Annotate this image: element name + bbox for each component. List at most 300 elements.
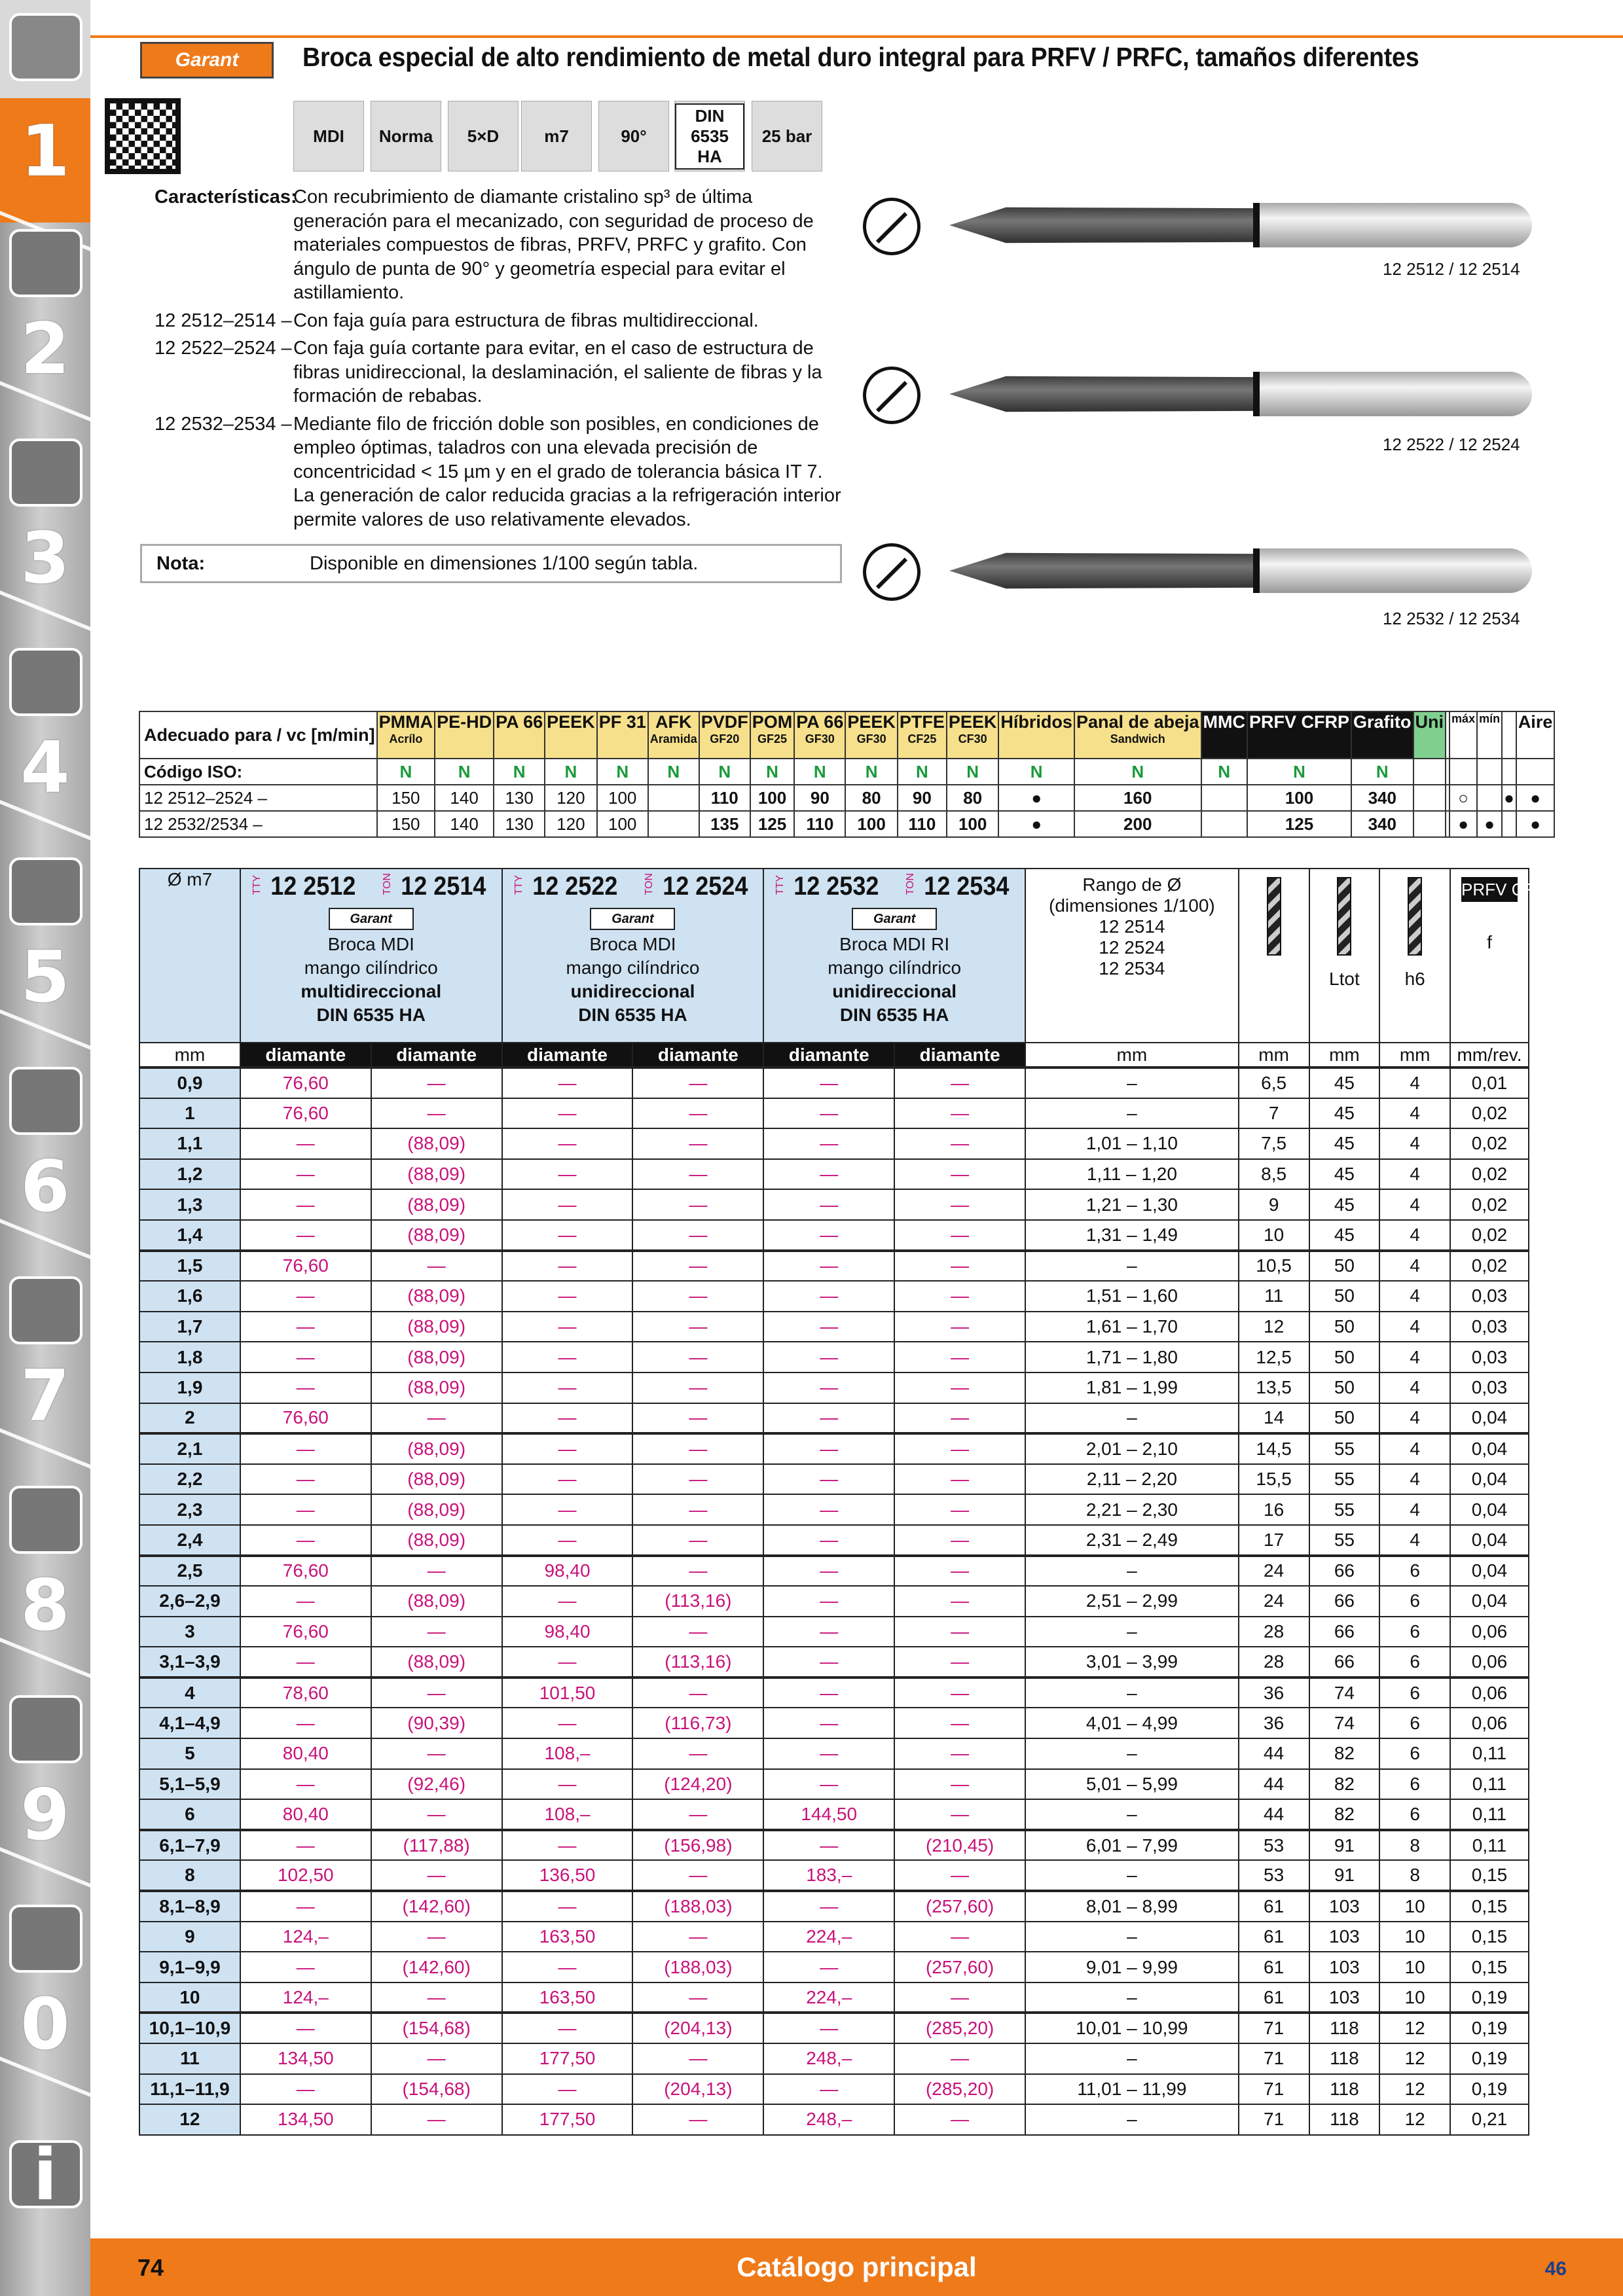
price-cell[interactable]: — (632, 1464, 763, 1495)
price-cell[interactable]: — (240, 1586, 371, 1617)
price-cell[interactable]: — (763, 1830, 894, 1861)
price-cell[interactable]: (154,68) (371, 2074, 502, 2105)
shank-h6-icon (1408, 877, 1422, 956)
price-cell[interactable]: — (763, 1067, 894, 1098)
price-cell[interactable]: — (894, 1677, 1025, 1708)
price-cell[interactable]: — (240, 1342, 371, 1372)
price-cell[interactable]: — (502, 2013, 633, 2043)
table-row[interactable] (139, 1891, 1529, 1922)
price-cell[interactable]: — (763, 1312, 894, 1342)
price-cell[interactable]: — (632, 1281, 763, 1312)
price-cell[interactable]: — (632, 1922, 763, 1952)
price-cell[interactable]: — (763, 1403, 894, 1434)
table-row[interactable] (139, 1860, 1529, 1891)
price-cell[interactable]: — (894, 1464, 1025, 1495)
price-cell[interactable]: — (240, 1464, 371, 1495)
price-cell[interactable]: — (371, 1860, 502, 1891)
price-cell[interactable]: (285,20) (894, 2013, 1025, 2043)
chapter-1-icon[interactable] (9, 13, 82, 81)
table-row[interactable] (139, 2043, 1529, 2074)
price-cell[interactable]: — (240, 1830, 371, 1861)
price-cell[interactable]: — (763, 1189, 894, 1220)
price-cell[interactable]: — (894, 1251, 1025, 1282)
price-cell[interactable]: — (240, 1769, 371, 1800)
table-row[interactable] (139, 1159, 1529, 1190)
price-cell[interactable]: 76,60 (240, 1098, 371, 1129)
price-cell[interactable]: — (502, 1342, 633, 1372)
price-cell[interactable]: 163,50 (502, 1922, 633, 1952)
price-cell[interactable]: — (894, 1922, 1025, 1952)
chapter-0-icon[interactable] (9, 1905, 82, 1973)
table-row[interactable] (139, 1494, 1529, 1525)
price-cell[interactable]: 144,50 (763, 1799, 894, 1830)
price-cell[interactable]: — (371, 1067, 502, 1098)
price-cell[interactable]: — (371, 1403, 502, 1434)
diameter-cell: 0,9 (139, 1067, 240, 1098)
table-row[interactable] (139, 1586, 1529, 1617)
price-cell[interactable]: — (502, 1189, 633, 1220)
article-code[interactable] (382, 872, 491, 901)
price-cell[interactable]: — (240, 1891, 371, 1922)
price-cell[interactable]: (90,39) (371, 1708, 502, 1738)
price-cell[interactable]: — (763, 1708, 894, 1738)
table-row[interactable] (139, 1128, 1529, 1159)
table-row[interactable] (139, 1189, 1529, 1220)
price-cell[interactable]: (88,09) (371, 1281, 502, 1312)
price-cell[interactable]: — (240, 1128, 371, 1159)
price-cell[interactable]: (188,03) (632, 1891, 763, 1922)
chapter-6-number[interactable]: 6 (20, 1146, 70, 1228)
article-code[interactable] (905, 872, 1014, 901)
price-cell[interactable]: — (632, 1860, 763, 1891)
value-cell: 0,19 (1450, 2013, 1529, 2043)
chapter-9-number[interactable]: 9 (20, 1774, 70, 1856)
price-cell[interactable]: — (894, 1403, 1025, 1434)
table-row[interactable] (139, 1952, 1529, 1982)
price-cell[interactable]: (285,20) (894, 2074, 1025, 2105)
materials-label: Adecuado para / vc [m/min] (139, 711, 377, 759)
price-cell[interactable]: 76,60 (240, 1556, 371, 1587)
table-row[interactable] (139, 1281, 1529, 1312)
price-cell[interactable]: — (371, 1982, 502, 2013)
price-cell[interactable]: — (371, 1799, 502, 1830)
price-cell[interactable]: (142,60) (371, 1891, 502, 1922)
price-cell[interactable]: 224,– (763, 1922, 894, 1952)
table-row[interactable] (139, 2104, 1529, 2135)
price-cell[interactable]: — (371, 1556, 502, 1587)
chapter-3-icon[interactable] (9, 439, 82, 507)
drill-shank (1257, 203, 1532, 247)
table-row[interactable] (139, 1433, 1529, 1464)
chapter-6-icon[interactable] (9, 1067, 82, 1135)
price-cell[interactable]: (88,09) (371, 1586, 502, 1617)
table-row[interactable] (139, 1738, 1529, 1769)
price-cell[interactable]: — (240, 1281, 371, 1312)
chapter-2-number[interactable]: 2 (20, 308, 70, 390)
price-cell[interactable]: — (502, 1647, 633, 1677)
note-label: Nota: (156, 552, 206, 574)
value-cell: 0,03 (1450, 1342, 1529, 1372)
price-cell[interactable]: — (632, 1982, 763, 2013)
chapter-5-icon[interactable] (9, 857, 82, 925)
price-cell[interactable]: — (763, 1128, 894, 1159)
price-cell[interactable]: 136,50 (502, 1860, 633, 1891)
price-cell[interactable]: — (894, 1342, 1025, 1372)
price-cell[interactable]: — (502, 1067, 633, 1098)
price-cell[interactable]: — (371, 2043, 502, 2074)
price-cell[interactable]: (204,13) (632, 2013, 763, 2043)
chapter-4-number[interactable]: 4 (20, 727, 70, 809)
price-cell[interactable]: — (632, 1433, 763, 1464)
price-cell[interactable]: (88,09) (371, 1647, 502, 1677)
table-row[interactable] (139, 1982, 1529, 2013)
price-cell[interactable]: — (632, 1220, 763, 1251)
price-cell[interactable]: 124,– (240, 1982, 371, 2013)
price-cell[interactable]: — (632, 1342, 763, 1372)
price-cell[interactable]: (88,09) (371, 1312, 502, 1342)
price-cell[interactable]: 124,– (240, 1922, 371, 1952)
price-cell[interactable]: 76,60 (240, 1251, 371, 1282)
table-row[interactable] (139, 1220, 1529, 1251)
price-cell[interactable]: — (371, 1922, 502, 1952)
price-cell[interactable]: — (632, 1617, 763, 1647)
article-code[interactable] (251, 872, 361, 901)
price-cell[interactable]: 183,– (763, 1860, 894, 1891)
price-cell[interactable]: — (632, 1251, 763, 1282)
price-cell[interactable]: — (371, 1738, 502, 1769)
chapter-7-number[interactable]: 7 (20, 1355, 70, 1437)
price-cell[interactable]: — (632, 1677, 763, 1708)
price-cell[interactable]: — (632, 1738, 763, 1769)
price-cell[interactable]: — (502, 1159, 633, 1190)
price-cell[interactable]: — (763, 1220, 894, 1251)
price-cell[interactable]: (154,68) (371, 2013, 502, 2043)
value-cell: 1,31 – 1,49 (1025, 1220, 1239, 1251)
table-row[interactable] (139, 1922, 1529, 1952)
table-row[interactable] (139, 1342, 1529, 1372)
table-row[interactable] (139, 1067, 1529, 1098)
table-row[interactable] (139, 1677, 1529, 1708)
price-cell[interactable]: 76,60 (240, 1617, 371, 1647)
price-cell[interactable]: 108,– (502, 1738, 633, 1769)
price-cell[interactable]: (88,09) (371, 1433, 502, 1464)
price-cell[interactable]: — (502, 1494, 633, 1525)
iso-code (1450, 759, 1477, 785)
chapter-1-number[interactable]: 1 (20, 111, 70, 192)
price-cell[interactable]: — (502, 1128, 633, 1159)
diameter-cell: 10,1–10,9 (139, 2013, 240, 2043)
price-cell[interactable]: — (763, 1738, 894, 1769)
price-cell[interactable]: (92,46) (371, 1769, 502, 1800)
price-cell[interactable]: — (371, 1098, 502, 1129)
price-cell[interactable]: — (502, 1433, 633, 1464)
price-cell[interactable]: — (894, 2043, 1025, 2074)
table-row[interactable] (139, 2074, 1529, 2105)
price-cell[interactable]: — (240, 1189, 371, 1220)
price-cell[interactable]: — (632, 1312, 763, 1342)
price-cell[interactable]: — (502, 1251, 633, 1282)
value-cell: 103 (1309, 1952, 1380, 1982)
price-cell[interactable]: — (894, 1098, 1025, 1129)
price-cell[interactable]: — (502, 1891, 633, 1922)
price-cell[interactable]: — (763, 1342, 894, 1372)
price-cell[interactable]: (142,60) (371, 1952, 502, 1982)
price-cell[interactable]: (156,98) (632, 1830, 763, 1861)
table-row[interactable] (139, 1403, 1529, 1434)
price-cell[interactable]: (88,09) (371, 1464, 502, 1495)
price-cell[interactable]: — (371, 1251, 502, 1282)
table-row[interactable] (139, 1556, 1529, 1587)
chapter-4-icon[interactable] (9, 648, 82, 716)
value-cell: 9 (1239, 1189, 1309, 1220)
price-cell[interactable]: — (502, 1281, 633, 1312)
price-cell[interactable]: — (240, 1220, 371, 1251)
price-cell[interactable]: — (632, 2104, 763, 2135)
price-cell[interactable]: (88,09) (371, 1342, 502, 1372)
price-cell[interactable]: — (763, 1647, 894, 1677)
price-cell[interactable]: — (632, 1067, 763, 1098)
price-cell[interactable]: — (502, 1708, 633, 1738)
price-cell[interactable]: 248,– (763, 2043, 894, 2074)
price-cell[interactable]: — (502, 1220, 633, 1251)
table-row[interactable] (139, 1708, 1529, 1738)
price-cell[interactable]: — (502, 1952, 633, 1982)
price-cell[interactable]: — (763, 1281, 894, 1312)
table-row[interactable] (139, 1525, 1529, 1556)
table-row[interactable] (139, 1251, 1529, 1282)
price-cell[interactable]: — (763, 1586, 894, 1617)
price-cell[interactable]: — (502, 1312, 633, 1342)
price-cell[interactable]: — (894, 1982, 1025, 2013)
header-rule (90, 35, 1623, 38)
price-cell[interactable]: 177,50 (502, 2104, 633, 2135)
chapter-7-icon[interactable] (9, 1276, 82, 1344)
price-cell[interactable]: — (502, 1098, 633, 1129)
price-cell[interactable]: — (502, 1464, 633, 1495)
price-cell[interactable]: — (763, 1891, 894, 1922)
price-cell[interactable]: — (763, 2013, 894, 2043)
price-cell[interactable]: 101,50 (502, 1677, 633, 1708)
value-cell: 50 (1309, 1281, 1380, 1312)
price-cell[interactable]: — (894, 1799, 1025, 1830)
iso-code: N (898, 759, 947, 785)
table-row[interactable] (139, 1769, 1529, 1800)
price-cell[interactable]: 134,50 (240, 2104, 371, 2135)
unit-cell: diamante (894, 1043, 1025, 1067)
table-row[interactable] (139, 1464, 1529, 1495)
price-cell[interactable]: — (763, 1464, 894, 1495)
price-cell[interactable]: — (894, 1128, 1025, 1159)
price-cell[interactable]: — (894, 1525, 1025, 1556)
price-cell[interactable]: — (894, 1494, 1025, 1525)
price-cell[interactable]: 76,60 (240, 1403, 371, 1434)
price-cell[interactable]: 76,60 (240, 1067, 371, 1098)
price-cell[interactable]: (188,03) (632, 1952, 763, 1982)
price-cell[interactable]: — (240, 1372, 371, 1403)
features-block (155, 185, 848, 531)
price-cell[interactable]: — (763, 1372, 894, 1403)
price-cell[interactable]: — (371, 2104, 502, 2135)
price-cell[interactable]: (116,73) (632, 1708, 763, 1738)
price-cell[interactable]: (88,09) (371, 1159, 502, 1190)
price-cell[interactable]: — (240, 1647, 371, 1677)
price-cell[interactable]: — (632, 1128, 763, 1159)
price-cell[interactable]: (204,13) (632, 2074, 763, 2105)
price-cell[interactable]: 98,40 (502, 1556, 633, 1587)
price-cell[interactable]: — (632, 1159, 763, 1190)
price-cell[interactable]: — (763, 1098, 894, 1129)
vc-value: 340 (1351, 811, 1413, 837)
price-cell[interactable]: — (240, 1433, 371, 1464)
price-cell[interactable]: — (502, 2074, 633, 2105)
table-row[interactable] (139, 1617, 1529, 1647)
table-row[interactable] (139, 2013, 1529, 2043)
price-cell[interactable]: (117,88) (371, 1830, 502, 1861)
chapter-8-number[interactable]: 8 (20, 1565, 70, 1647)
price-cell[interactable]: 248,– (763, 2104, 894, 2135)
price-cell[interactable]: — (894, 1281, 1025, 1312)
chapter-5-number[interactable]: 5 (20, 937, 70, 1018)
price-cell[interactable]: — (763, 1952, 894, 1982)
price-cell[interactable]: (210,45) (894, 1830, 1025, 1861)
price-cell[interactable]: — (632, 1189, 763, 1220)
price-cell[interactable]: (124,20) (632, 1769, 763, 1800)
price-cell[interactable]: — (894, 2104, 1025, 2135)
price-cell[interactable]: — (763, 1617, 894, 1647)
price-cell[interactable]: — (632, 1525, 763, 1556)
value-cell: 50 (1309, 1312, 1380, 1342)
chapter-i-number[interactable]: i (33, 2134, 58, 2216)
price-cell[interactable]: 108,– (502, 1799, 633, 1830)
price-cell[interactable]: — (894, 1708, 1025, 1738)
price-cell[interactable]: (88,09) (371, 1128, 502, 1159)
price-cell[interactable]: — (240, 1159, 371, 1190)
value-cell: 8 (1379, 1830, 1450, 1861)
table-row[interactable] (139, 1799, 1529, 1830)
price-cell[interactable]: 98,40 (502, 1617, 633, 1647)
price-cell[interactable]: — (763, 1251, 894, 1282)
price-cell[interactable]: — (763, 1769, 894, 1800)
price-cell[interactable]: — (894, 1433, 1025, 1464)
price-cell[interactable]: — (763, 1494, 894, 1525)
price-cell[interactable]: (88,09) (371, 1525, 502, 1556)
price-cell[interactable]: — (371, 1677, 502, 1708)
price-cell[interactable]: — (763, 1677, 894, 1708)
price-cell[interactable]: — (894, 1769, 1025, 1800)
price-cell[interactable]: — (894, 1860, 1025, 1891)
price-cell[interactable]: — (632, 1494, 763, 1525)
price-cell[interactable]: — (240, 2013, 371, 2043)
material-header (545, 711, 597, 759)
price-cell[interactable]: — (240, 1525, 371, 1556)
table-row[interactable] (139, 1098, 1529, 1129)
vc-value (1502, 811, 1516, 837)
price-cell[interactable]: — (894, 1159, 1025, 1190)
price-cell[interactable]: (113,16) (632, 1647, 763, 1677)
price-cell[interactable]: — (763, 1159, 894, 1190)
price-cell[interactable]: — (894, 1647, 1025, 1677)
table-row[interactable] (139, 1312, 1529, 1342)
price-cell[interactable]: (257,60) (894, 1952, 1025, 1982)
price-cell[interactable]: (88,09) (371, 1372, 502, 1403)
price-cell[interactable]: 78,60 (240, 1677, 371, 1708)
value-cell: 0,06 (1450, 1677, 1529, 1708)
table-row[interactable] (139, 1830, 1529, 1861)
chapter-0-number[interactable]: 0 (20, 1984, 70, 2066)
price-cell[interactable]: — (763, 1556, 894, 1587)
price-cell[interactable]: — (763, 1433, 894, 1464)
price-cell[interactable]: — (894, 1312, 1025, 1342)
price-cell[interactable]: — (894, 1617, 1025, 1647)
table-row[interactable] (139, 1647, 1529, 1677)
price-cell[interactable]: — (240, 1708, 371, 1738)
price-cell[interactable]: — (632, 1403, 763, 1434)
price-cell[interactable]: 134,50 (240, 2043, 371, 2074)
price-cell[interactable]: — (894, 1738, 1025, 1769)
article-code[interactable] (513, 872, 623, 901)
value-cell: 118 (1309, 2043, 1380, 2074)
price-cell[interactable]: — (894, 1067, 1025, 1098)
price-cell[interactable]: — (632, 1098, 763, 1129)
price-cell[interactable]: — (502, 1830, 633, 1861)
value-cell: 6 (1379, 1738, 1450, 1769)
chapter-3-number[interactable]: 3 (20, 518, 70, 600)
chapter-8-icon[interactable] (9, 1486, 82, 1554)
chapter-2-icon[interactable] (9, 229, 82, 297)
price-cell[interactable]: — (632, 1799, 763, 1830)
price-cell[interactable]: — (371, 1617, 502, 1647)
price-cell[interactable]: — (763, 1525, 894, 1556)
price-cell[interactable]: — (240, 1312, 371, 1342)
price-cell[interactable]: — (240, 2074, 371, 2105)
price-cell[interactable]: — (894, 1556, 1025, 1587)
price-cell[interactable]: 224,– (763, 1982, 894, 2013)
price-cell[interactable]: — (240, 1952, 371, 1982)
price-cell[interactable]: — (240, 1494, 371, 1525)
price-cell[interactable]: 80,40 (240, 1738, 371, 1769)
price-cell[interactable]: — (502, 1372, 633, 1403)
price-cell[interactable]: (88,09) (371, 1494, 502, 1525)
price-cell[interactable]: — (502, 1403, 633, 1434)
price-cell[interactable]: 80,40 (240, 1799, 371, 1830)
price-cell[interactable]: — (894, 1189, 1025, 1220)
chapter-9-icon[interactable] (9, 1695, 82, 1763)
price-cell[interactable]: (88,09) (371, 1220, 502, 1251)
price-cell[interactable]: — (502, 1586, 633, 1617)
price-cell[interactable]: (257,60) (894, 1891, 1025, 1922)
price-cell[interactable]: — (894, 1372, 1025, 1403)
price-cell[interactable]: — (632, 2043, 763, 2074)
article-code[interactable] (775, 872, 884, 901)
price-cell[interactable]: — (502, 1769, 633, 1800)
group-desc-line: Broca MDI (589, 934, 676, 954)
table-row[interactable] (139, 1372, 1529, 1403)
price-cell[interactable]: — (502, 1525, 633, 1556)
price-cell[interactable]: 177,50 (502, 2043, 633, 2074)
price-cell[interactable]: 163,50 (502, 1982, 633, 2013)
range-header (1025, 869, 1239, 1043)
price-cell[interactable]: (113,16) (632, 1586, 763, 1617)
article-code[interactable] (644, 872, 753, 901)
price-cell[interactable]: — (632, 1372, 763, 1403)
price-cell[interactable]: — (894, 1586, 1025, 1617)
price-cell[interactable]: (88,09) (371, 1189, 502, 1220)
price-cell[interactable]: — (632, 1556, 763, 1587)
price-cell[interactable]: 102,50 (240, 1860, 371, 1891)
price-cell[interactable]: — (763, 2074, 894, 2105)
price-cell[interactable]: — (894, 1220, 1025, 1251)
value-cell: 6 (1379, 1586, 1450, 1617)
